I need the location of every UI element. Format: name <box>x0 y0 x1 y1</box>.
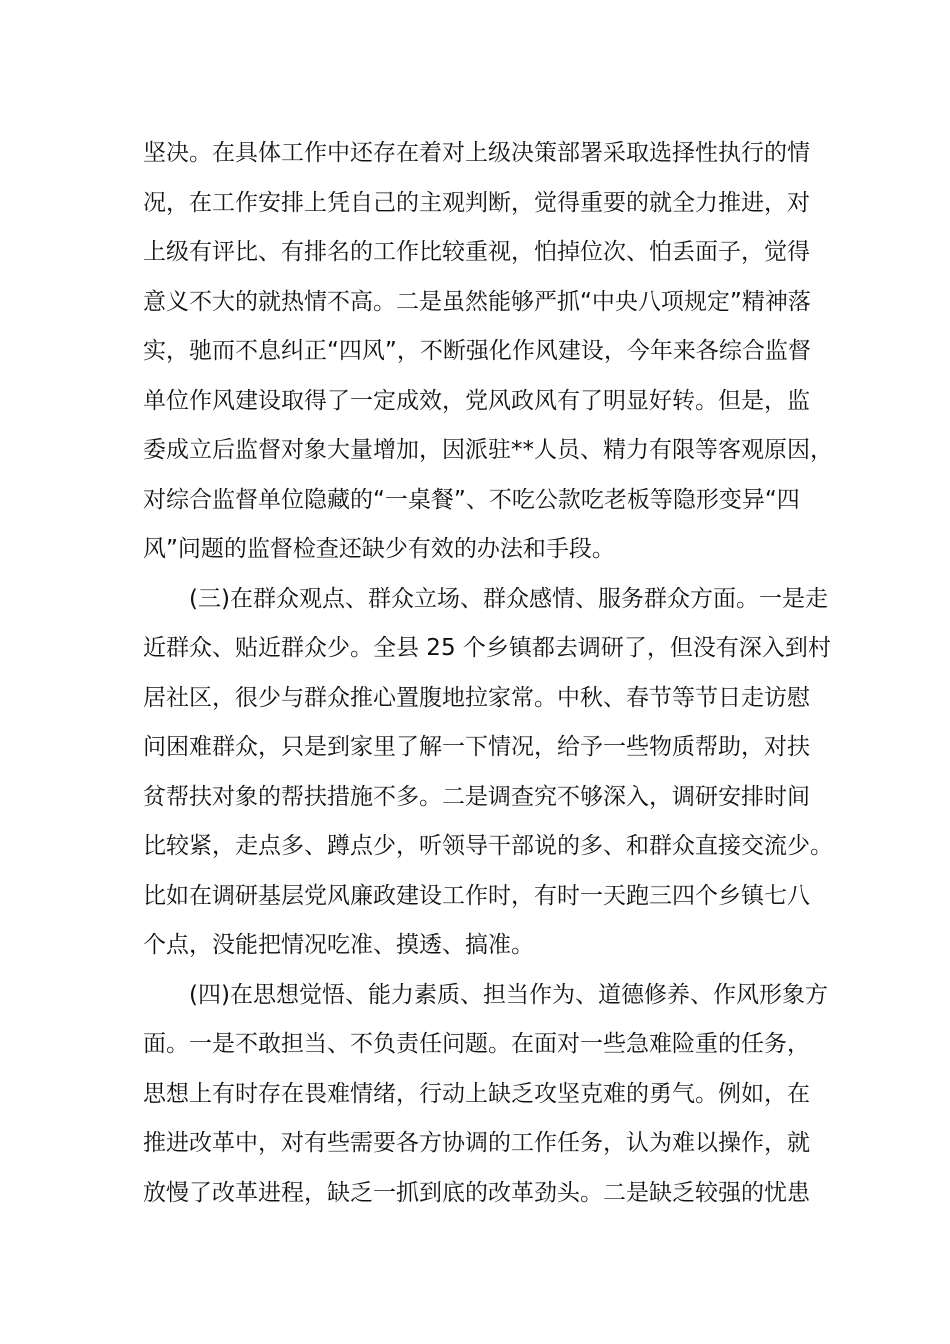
body-text <box>143 129 833 1218</box>
text-line: 个点，没能把情况吃准、摸透、搞准。 <box>143 932 534 958</box>
text-line: 推进改革中，对有些需要各方协调的工作任务，认为难以操作，就 <box>143 1130 810 1156</box>
text-line: 面。一是不敢担当、不负责任问题。在面对一些急难险重的任务， <box>143 1031 810 1057</box>
text-line: 意义不大的就热情不高。二是虽然能够严抓“中央八项规定”精神落 <box>143 288 811 315</box>
text-line: 居社区，很少与群众推心置腹地拉家常。中秋、春节等节日走访慰 <box>143 684 810 711</box>
text-line: 委成立后监督对象大量增加，因派驻**人员、精力有限等客观原因， <box>143 437 833 463</box>
text-line: 单位作风建设取得了一定成效，党风政风有了明显好转。但是，监 <box>143 387 810 414</box>
text-line: 比较紧，走点多、蹲点少，听领导干部说的多、和群众直接交流少。 <box>143 833 833 859</box>
text-line: 问困难群众，只是到家里了解一下情况，给予一些物质帮助，对扶 <box>143 734 810 760</box>
text-line: 对综合监督单位隐藏的“一桌餐”、不吃公款吃老板等隐形变异“四 <box>143 486 800 513</box>
text-line: 实，驰而不息纠正“四风”，不断强化作风建设，今年来各综合监督 <box>143 338 811 364</box>
text-line: 贫帮扶对象的帮扶措施不多。二是调查究不够深入，调研安排时间 <box>143 783 810 810</box>
text-line: 放慢了改革进程，缺乏一抓到底的改革劲头。二是缺乏较强的忧患 <box>143 1179 810 1206</box>
text-line: 上级有评比、有排名的工作比较重视，怕掉位次、怕丢面子，觉得 <box>143 239 810 265</box>
text-line: 风”问题的监督检查还缺少有效的办法和手段。 <box>143 536 615 562</box>
text-line: 坚决。在具体工作中还存在着对上级决策部署采取选择性执行的情 <box>143 140 810 166</box>
text-line: 近群众、贴近群众少。全县 25 个乡镇都去调研了，但没有深入到村 <box>143 635 831 661</box>
text-line: 比如在调研基层党风廉政建设工作时，有时一天跑三四个乡镇七八 <box>143 882 810 909</box>
section-heading-line: (四)在思想觉悟、能力素质、担当作为、道德修养、作风形象方 <box>189 981 828 1008</box>
section-heading-line: (三)在群众观点、群众立场、群众感情、服务群众方面。一是走 <box>189 585 828 612</box>
text-line: 思想上有时存在畏难情绪，行动上缺乏攻坚克难的勇气。例如，在 <box>143 1080 810 1107</box>
text-line: 况，在工作安排上凭自己的主观判断，觉得重要的就全力推进，对 <box>143 189 810 216</box>
